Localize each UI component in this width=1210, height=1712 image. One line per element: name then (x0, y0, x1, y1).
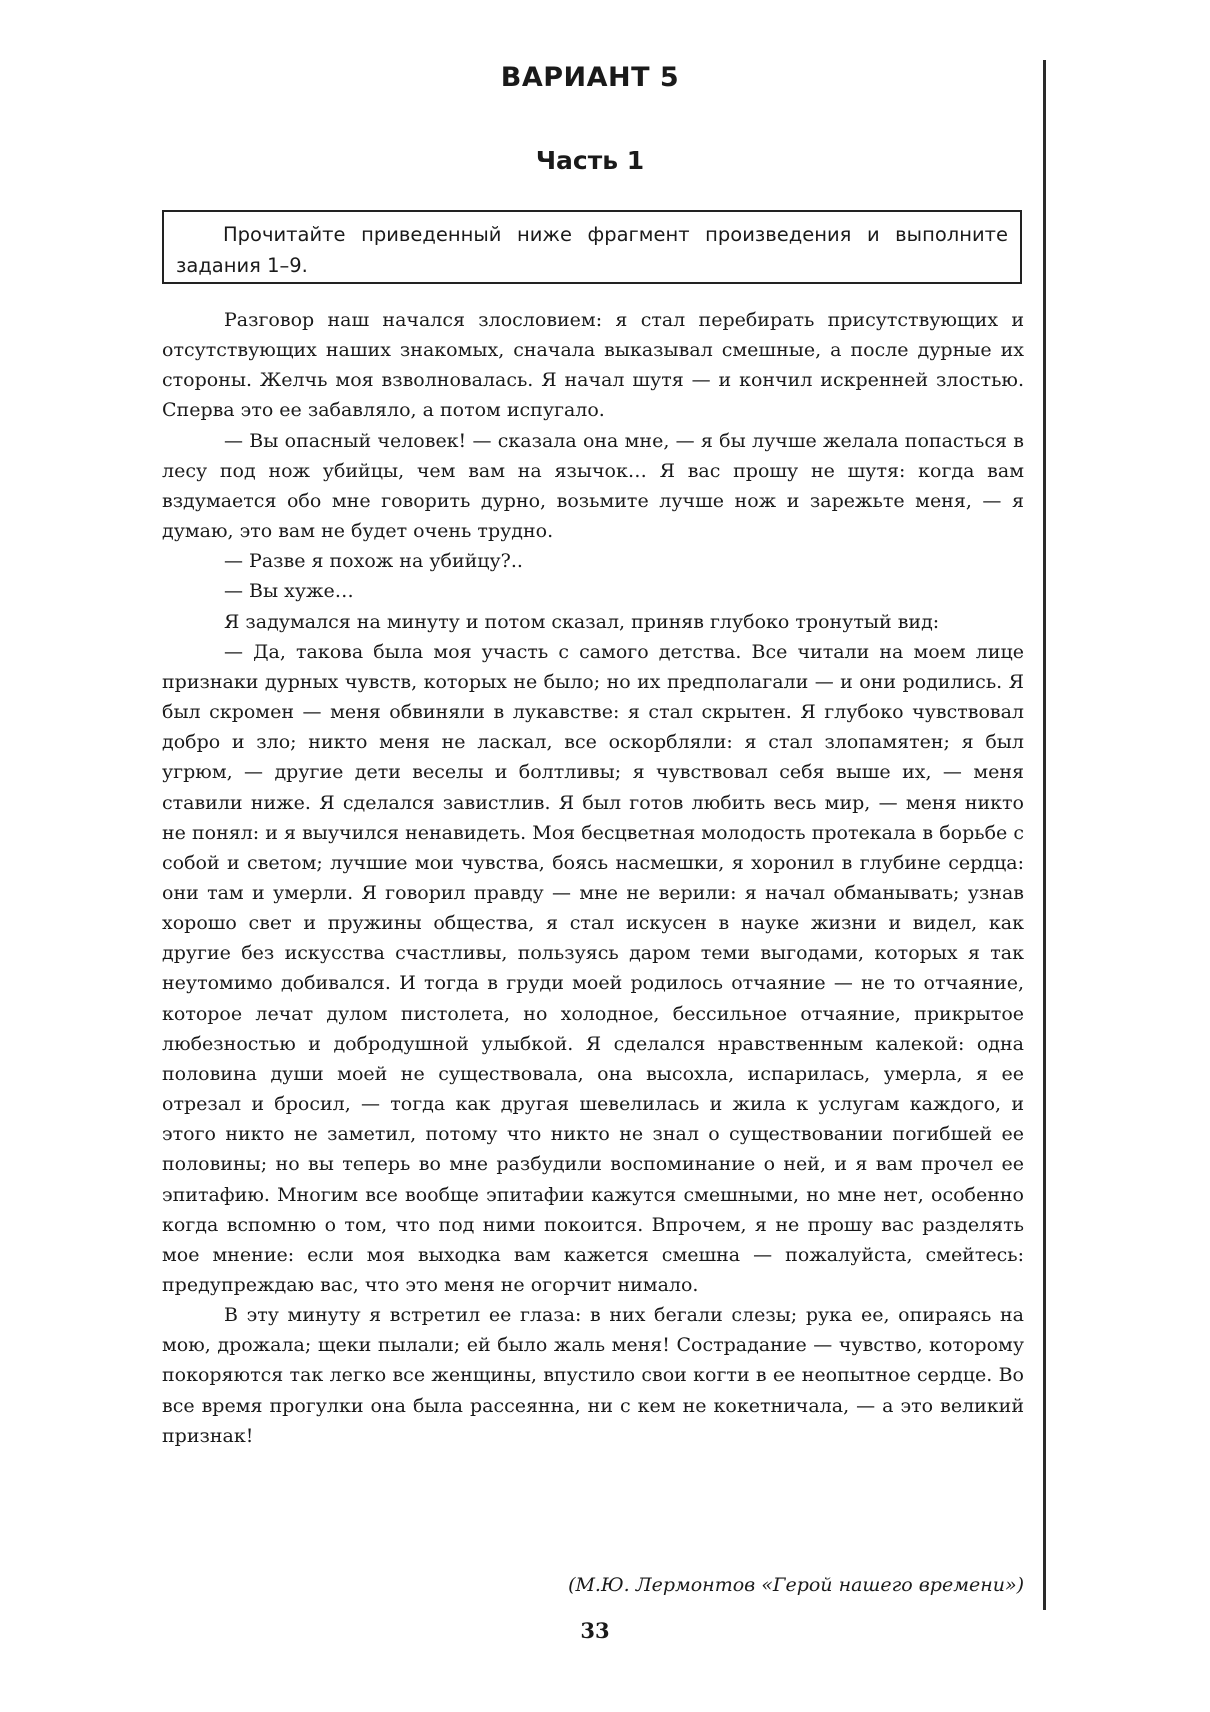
paragraph: Разговор наш начался злословием: я стал перебирать присутствующих и отсутствующих наших знакомых, сначала выказывал смешные, а после дурные их стороны. Желчь моя взволновалась. Я начал шутя — и кончил искренней злостью. Сперва это ее забавляло, а потом испугало. (162, 309, 1024, 422)
instruction-box: Прочитайте приведенный ниже фрагмент произведения и выполните задания 1–9. (162, 210, 1022, 284)
source-attribution: (М.Ю. Лермонтов «Герой нашего времени») (568, 1574, 1024, 1596)
margin-rule (1043, 60, 1046, 1610)
literary-excerpt (162, 305, 1024, 1451)
paragraph: — Разве я похож на убийцу?.. (224, 550, 523, 573)
part-title: Часть 1 (535, 146, 645, 175)
variant-title: ВАРИАНТ 5 (500, 62, 680, 93)
page-number: 33 (580, 1618, 610, 1643)
paragraph: В эту минуту я встретил ее глаза: в них бегали слезы; рука ее, опираясь на мою, дрожала; щеки пылали; ей было жаль меня! Сострадание — чувство, которому покоряются так легко все женщины, впустило свои когти в ее неопытное сердце. Во все время прогулки она была рассеянна, ни с кем не кокетничала, — а это великий признак! (162, 1304, 1024, 1447)
paragraph: — Вы хуже… (224, 580, 354, 603)
paragraph: — Вы опасный человек! — сказала она мне, — я бы лучше желала попасться в лесу под нож убийцы, чем вам на язычок… Я вас прошу не шутя: когда вам вздумается обо мне говорить дурно, возьмите лучше нож и зарежьте меня, — я думаю, это вам не будет очень трудно. (162, 429, 1024, 543)
paragraph: — Да, такова была моя участь с самого детства. Все читали на моем лице признаки дурных чувств, которых не было; но их предполагали — и они родились. Я был скромен — меня обвиняли в лукавстве: я стал скрытен. Я глубоко чувствовал добро и зло; никто меня не ласкал, все оскорбляли: я стал злопамятен; я был угрюм, — другие дети веселы и болтливы; я чувствовал себя выше их, — меня ставили ниже. Я сделался завистлив. Я был готов любить весь мир, — меня никто не понял: и я выучился ненавидеть. Моя бесцветная молодость протекала в борьбе с собой и светом; лучшие мои чувства, боясь насмешки, я хоронил в глубине сердца: они там и умерли. Я говорил правду — мне не верили: я начал обманывать; узнав хорошо свет и пружины общества, я стал искусен в науке жизни и видел, как другие без искусства счастливы, пользуясь даром теми выгодами, которых я так неутомимо добивался. И тогда в груди моей родилось отчаяние — не то отчаяние, которое лечат дулом пистолета, но холодное, бессильное отчаяние, прикрытое любезностью и добродушной улыбкой. Я сделался нравственным калекой: одна половина души моей не существовала, она высохла, испарилась, умерла, я ее отрезал и бросил, — тогда как другая шевелилась и жила к услугам каждого, и этого никто не заметил, потому что никто не знал о существовании погибшей ее половины; но вы теперь во мне разбудили воспоминание о ней, и я вам прочел ее эпитафию. Многим все вообще эпитафии кажутся смешными, но мне нет, особенно когда вспомню о том, что под ними покоится. Впрочем, я не прошу вас разделять мое мнение: если моя выходка вам кажется смешна — пожалуйста, смейтесь: предупреждаю вас, что это меня не огорчит нимало. (162, 640, 1024, 1296)
paragraph: Я задумался на минуту и потом сказал, приняв глубоко тронутый вид: (224, 610, 940, 633)
